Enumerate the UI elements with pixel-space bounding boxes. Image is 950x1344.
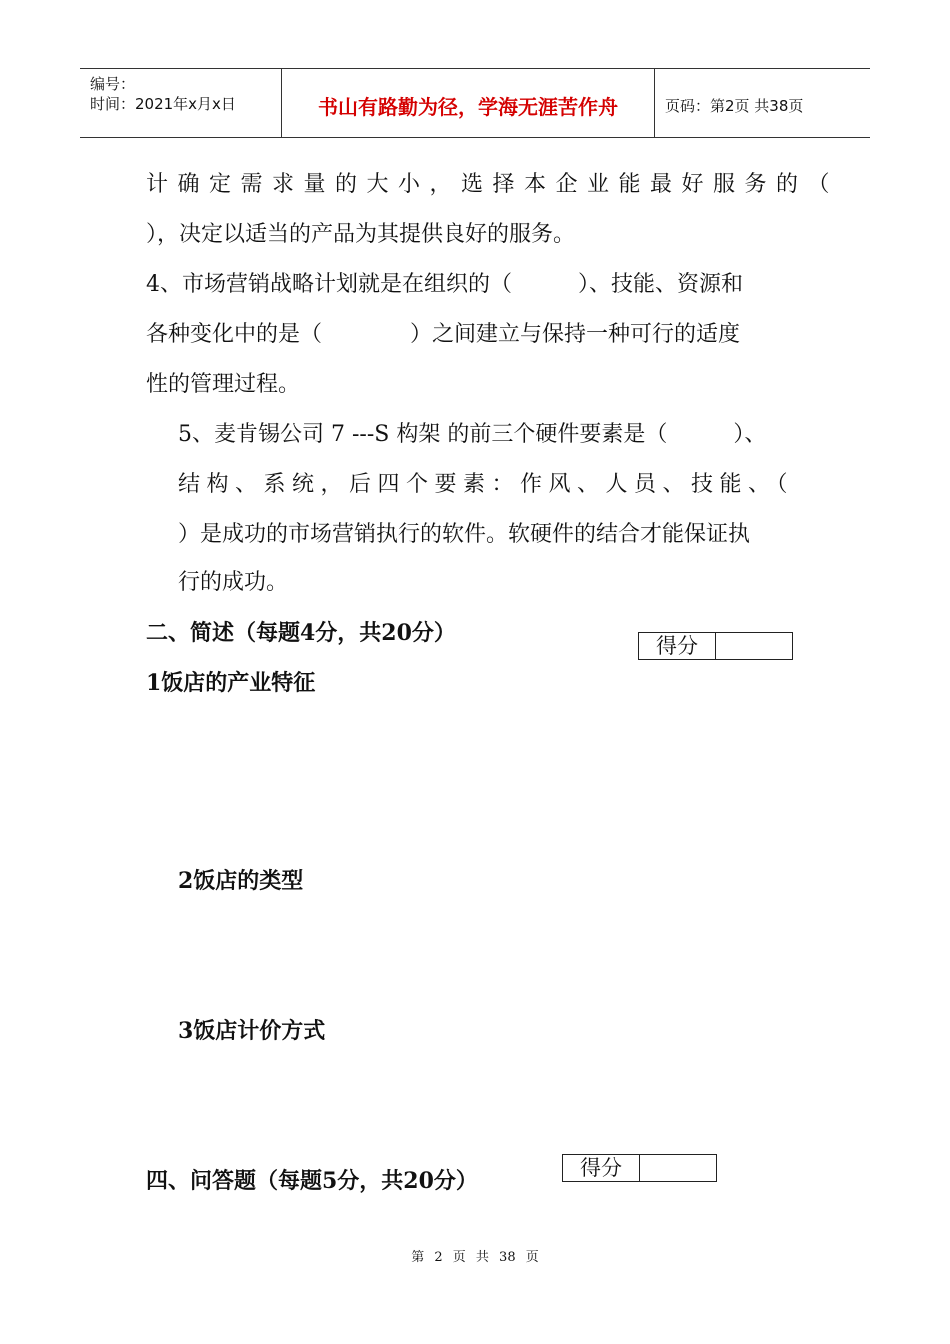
section-4-title: 四、问答题（每题5分，共20分） xyxy=(146,1168,478,1194)
page-info: 页码：第2页 共38页 xyxy=(665,97,804,115)
q4-line-3: 性的管理过程。 xyxy=(146,372,301,397)
q4-line-2: 各种变化中的是（ ）之间建立与保持一种可行的适度 xyxy=(146,322,741,347)
page-footer: 第 2 页 共 38 页 xyxy=(411,1250,539,1265)
section-2-score-box xyxy=(638,632,793,660)
q4-line-1: 4、市场营销战略计划就是在组织的（ ）、技能、资源和 xyxy=(146,272,743,297)
header-motto: 书山有路勤为径，学海无涯苦作舟 xyxy=(318,95,618,119)
section-2-question-1: 1饭店的产业特征 xyxy=(146,670,316,696)
body-line-2: ），决定以适当的产品为其提供良好的服务。 xyxy=(146,222,576,247)
page-header xyxy=(80,68,870,138)
section-4-score-value[interactable] xyxy=(640,1155,716,1181)
section-4-score-label: 得分 xyxy=(563,1155,640,1181)
q5-line-4: 行的成功。 xyxy=(178,570,289,595)
section-2-question-2: 2饭店的类型 xyxy=(178,868,304,894)
section-2-question-3: 3饭店计价方式 xyxy=(178,1018,326,1044)
section-2-title: 二、简述（每题4分，共20分） xyxy=(146,620,456,646)
serial-label: 编号： xyxy=(90,75,136,93)
section-2-score-label: 得分 xyxy=(639,633,716,659)
header-left-cell xyxy=(80,69,282,137)
header-right-cell xyxy=(655,69,870,137)
header-middle-cell xyxy=(282,69,655,137)
q5-line-3: ）是成功的市场营销执行的软件。软硬件的结合才能保证执 xyxy=(178,522,751,547)
q5-line-1: 5、麦肯锡公司 7 ---S 构架 的前三个硬件要素是（ ）、 xyxy=(178,422,767,447)
q5-line-2: 结构、系统，后四个要素：作风、人员、技能、（ xyxy=(178,472,795,497)
section-4-score-box xyxy=(562,1154,717,1182)
body-line-1: 计确定需求量的大小，选择本企业能最好服务的（ xyxy=(146,172,840,197)
section-2-score-value[interactable] xyxy=(716,633,792,659)
time-label: 时间：2021年x月x日 xyxy=(90,95,236,113)
